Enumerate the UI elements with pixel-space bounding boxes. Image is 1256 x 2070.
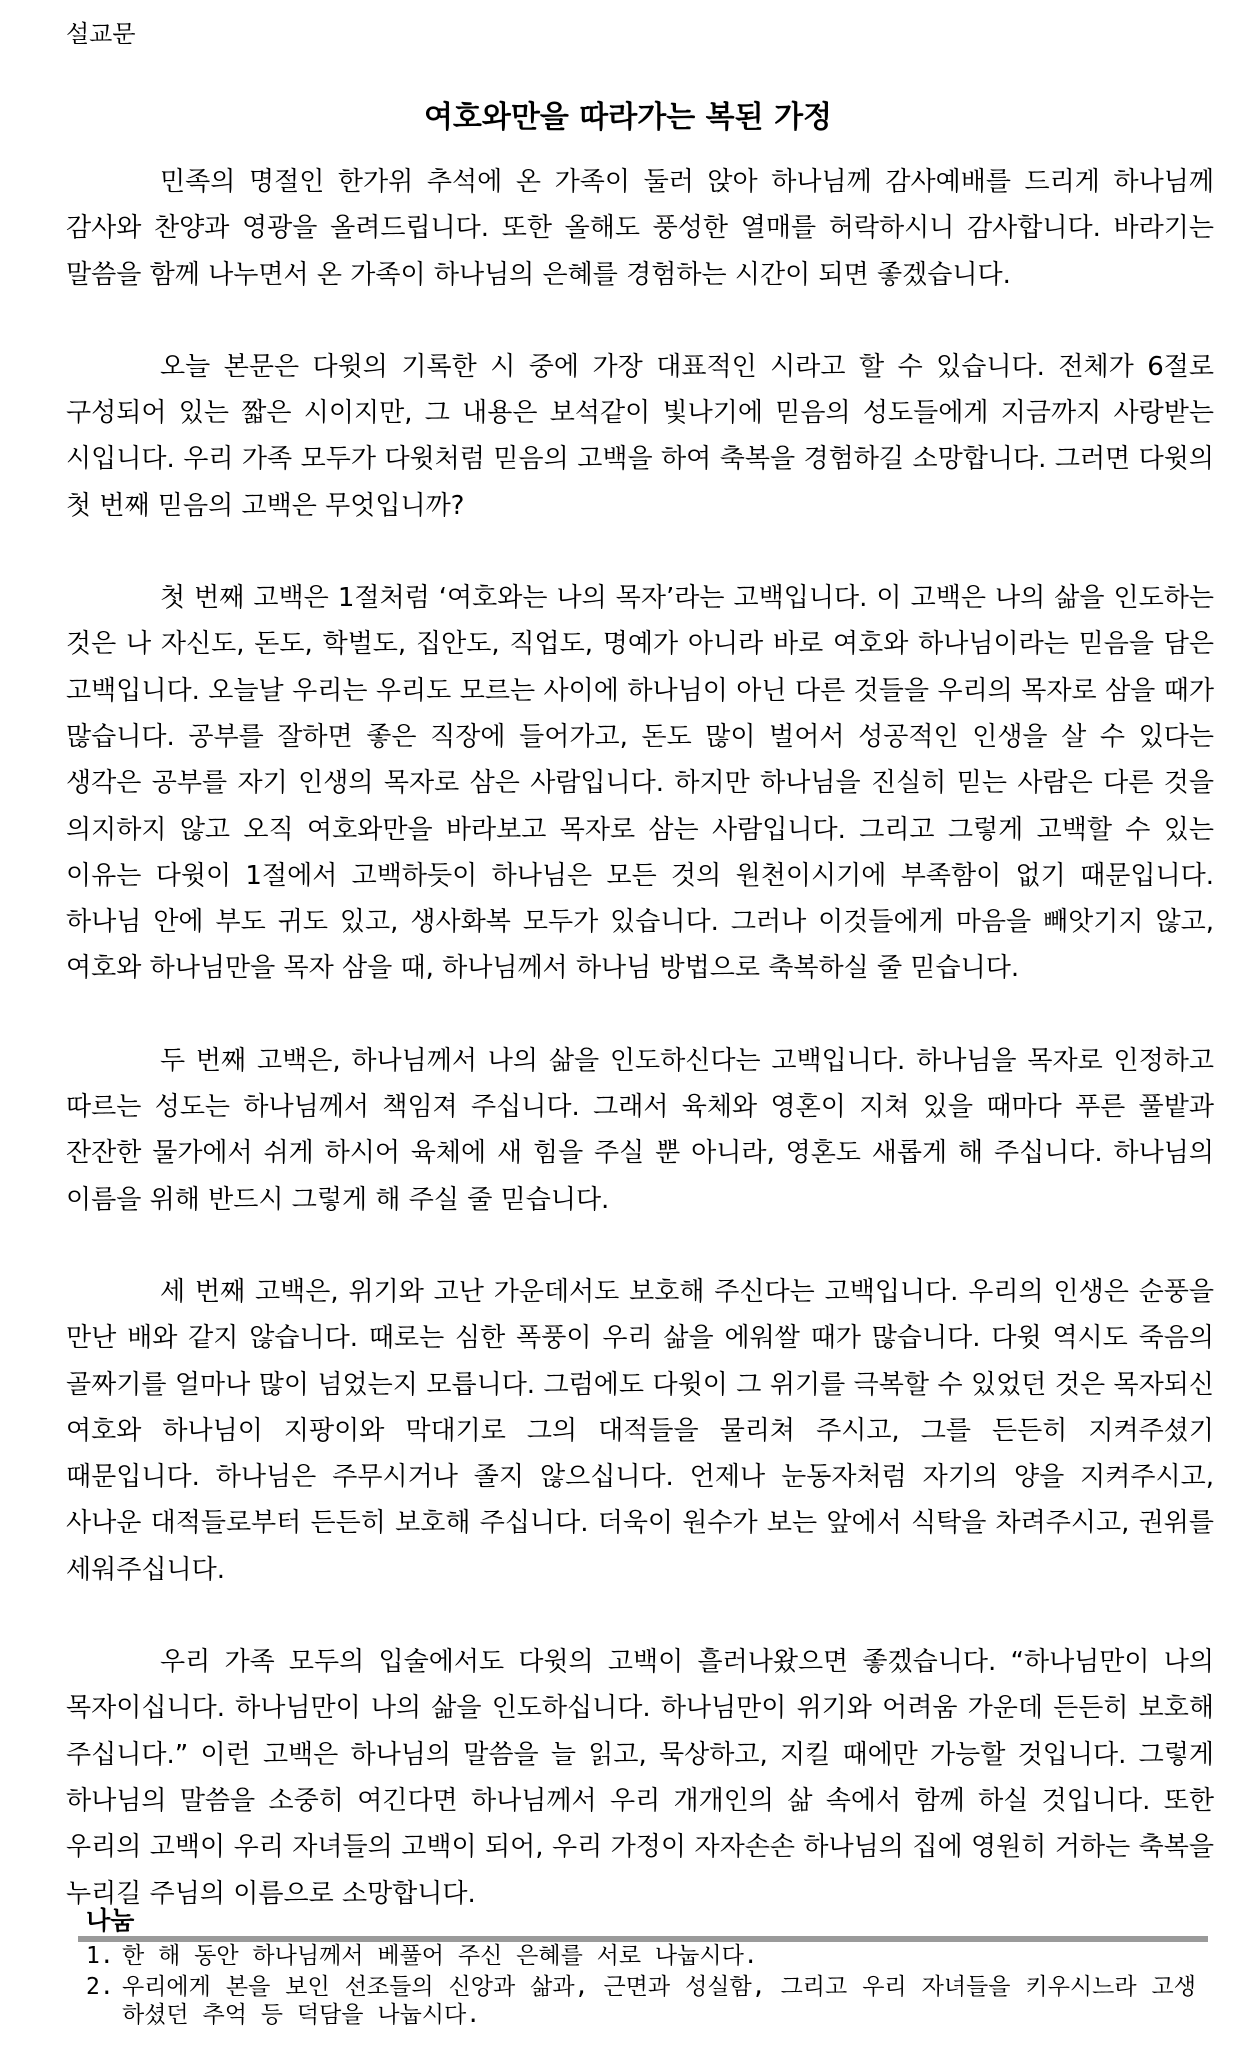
paragraph-first-confession: 첫 번째 고백은 1절처럼 ‘여호와는 나의 목자’라는 고백입니다. 이 고백은 나의 삶을 인도하는 것은 나 자신도, 돈도, 학벌도, 집안도, 직업도, 명예가 아니라 바로 여호와 하나님이라는 믿음을 담은 고백입니다. 오늘날 우리는 우리도 모르는 사이에 하나님이 아닌 다른 것들을 우리의 목자로 삼을 때가 많습니다. 공부를 잘하면 좋은 직장에 들어가고, 돈도 많이 벌어서 성공적인 인생을 살 수 있다는 생각은 공부를 자기 인생의 목자로 삼은 사람입니다. 하지만 하나님을 진실히 믿는 사람은 다른 것을 의지하지 않고 오직 여호와만을 바라보고 목자로 삼는 사람입니다. 그리고 그렇게 고백할 수 있는 이유는 다윗이 1절에서 고백하듯이 하나님은 모든 것의 원천이시기에 부족함이 없기 때문입니다. 하나님 안에 부도 귀도 있고, 생사화복 모두가 있습니다. 그러나 이것들에게 마음을 빼앗기지 않고, 여호와 하나님만을 목자 삼을 때, 하나님께서 하나님 방법으로 축복하실 줄 믿습니다. [66, 583, 1214, 984]
paragraph-conclusion: 우리 가족 모두의 입술에서도 다윗의 고백이 흘러나왔으면 좋겠습니다. “하나님만이 나의 목자이십니다. 하나님만이 나의 삶을 인도하십니다. 하나님만이 위기와 어려움 가운데 든든히 보호해 주십니다.” 이런 고백은 하나님의 말씀을 늘 읽고, 묵상하고, 지킬 때에만 가능할 것입니다. 그렇게 하나님의 말씀을 소중히 여긴다면 하나님께서 우리 개개인의 삶 속에서 함께 하실 것입니다. 또한 우리의 고백이 우리 자녀들의 고백이 되어, 우리 가정이 자자손손 하나님의 집에 영원히 거하는 축복을 누리길 주님의 이름으로 소망합니다. [66, 1647, 1214, 1909]
sermon-title: 여호와만을 따라가는 복된 가정 [423, 100, 833, 135]
sharing-heading: 나눔 [86, 1906, 135, 1935]
paragraph-second-confession: 두 번째 고백은, 하나님께서 나의 삶을 인도하신다는 고백입니다. 하나님을 목자로 인정하고 따르는 성도는 하나님께서 책임져 주십니다. 그래서 육체와 영혼이 지쳐 있을 때마다 푸른 풀밭과 잔잔한 물가에서 쉬게 하시어 육체에 새 힘을 주실 뿐 아니라, 영혼도 새롭게 해 주십니다. 하나님의 이름을 위해 반드시 그렇게 해 주실 줄 믿습니다. [66, 1045, 1214, 1215]
sharing-list [86, 1942, 1196, 2032]
document-type-label: 설교문 [66, 20, 136, 48]
sharing-item [86, 1942, 1196, 1970]
sharing-item-text: 우리에게 본을 보인 선조들의 신앙과 삶과, 근면과 성실함, 그리고 우리 자녀들을 키우시느라 고생하셨던 추억 등 덕담을 나눕시다. [122, 1974, 1196, 2028]
sermon-body [66, 159, 1214, 1963]
paragraph-intro: 민족의 명절인 한가위 추석에 온 가족이 둘러 앉아 하나님께 감사예배를 드리게 하나님께 감사와 찬양과 영광을 올려드립니다. 또한 올해도 풍성한 열매를 허락하시니 감사합니다. 바라기는 말씀을 함께 나누면서 온 가족이 하나님의 은혜를 경험하는 시간이 되면 좋겠습니다. [66, 167, 1214, 290]
sharing-item-number: 1. [86, 1943, 114, 1969]
sharing-item [86, 1973, 1196, 2029]
paragraph-text-introduction: 오늘 본문은 다윗의 기록한 시 중에 가장 대표적인 시라고 할 수 있습니다. 전체가 6절로 구성되어 있는 짧은 시이지만, 그 내용은 보석같이 빛나기에 믿음의 성도들에게 지금까지 사랑받는 시입니다. 우리 가족 모두가 다윗처럼 믿음의 고백을 하여 축복을 경험하길 소망합니다. 그러면 다윗의 첫 번째 믿음의 고백은 무엇입니까? [66, 351, 1214, 521]
sharing-item-number: 2. [86, 1974, 114, 2000]
paragraph-third-confession: 세 번째 고백은, 위기와 고난 가운데서도 보호해 주신다는 고백입니다. 우리의 인생은 순풍을 만난 배와 같지 않습니다. 때로는 심한 폭풍이 우리 삶을 에워쌀 때가 많습니다. 다윗 역시도 죽음의 골짜기를 얼마나 많이 넘었는지 모릅니다. 그럼에도 다윗이 그 위기를 극복할 수 있었던 것은 목자되신 여호와 하나님이 지팡이와 막대기로 그의 대적들을 물리쳐 주시고, 그를 든든히 지켜주셨기 때문입니다. 하나님은 주무시거나 졸지 않으십니다. 언제나 눈동자처럼 자기의 양을 지켜주시고, 사나운 대적들로부터 든든히 보호해 주십니다. 더욱이 원수가 보는 앞에서 식탁을 차려주시고, 권위를 세워주십니다. [66, 1276, 1214, 1585]
sharing-item-text: 한 해 동안 하나님께서 베풀어 주신 은혜를 서로 나눕시다. [122, 1943, 758, 1969]
